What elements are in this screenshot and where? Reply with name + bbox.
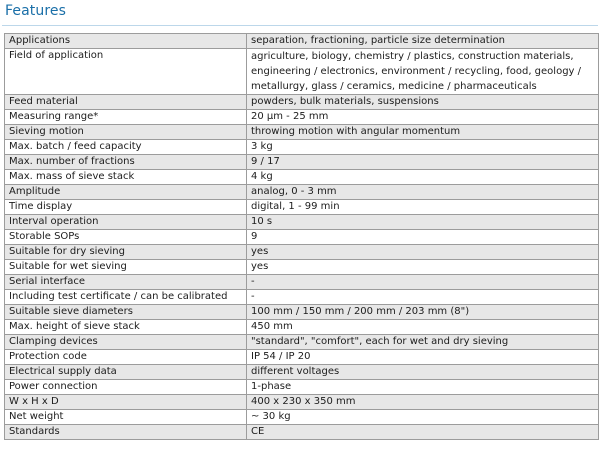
feature-label: Amplitude	[5, 185, 247, 200]
feature-value	[247, 305, 599, 320]
feature-value	[247, 425, 599, 440]
feature-value	[247, 185, 599, 200]
feature-value	[247, 200, 599, 215]
table-row	[5, 185, 599, 200]
feature-value	[247, 125, 599, 140]
feature-value-line: 100 mm / 150 mm / 200 mm / 203 mm (8")	[251, 306, 470, 317]
feature-value-line: 20 µm - 25 mm	[251, 111, 329, 122]
feature-value	[247, 49, 599, 95]
feature-label: Protection code	[5, 350, 247, 365]
table-row	[5, 425, 599, 440]
feature-value	[247, 275, 599, 290]
features-table-body	[5, 34, 599, 440]
feature-value-line: yes	[251, 246, 269, 257]
table-row	[5, 365, 599, 380]
feature-value-line: 400 x 230 x 350 mm	[251, 396, 356, 407]
table-row	[5, 230, 599, 245]
feature-value-line: analog, 0 - 3 mm	[251, 186, 337, 197]
feature-value-line: engineering / electronics, environment / recycling, food, geology /	[251, 66, 582, 77]
feature-label: Measuring range*	[5, 110, 247, 125]
feature-value	[247, 110, 599, 125]
table-row	[5, 200, 599, 215]
feature-value	[247, 395, 599, 410]
table-row	[5, 380, 599, 395]
table-row	[5, 395, 599, 410]
feature-label: Suitable for wet sieving	[5, 260, 247, 275]
feature-label: Serial interface	[5, 275, 247, 290]
features-table	[4, 33, 599, 440]
feature-label: Interval operation	[5, 215, 247, 230]
feature-label: Suitable for dry sieving	[5, 245, 247, 260]
table-row	[5, 350, 599, 365]
feature-label: Electrical supply data	[5, 365, 247, 380]
feature-value	[247, 380, 599, 395]
feature-value	[247, 365, 599, 380]
feature-label: Net weight	[5, 410, 247, 425]
feature-value	[247, 155, 599, 170]
table-row	[5, 335, 599, 350]
feature-label: Clamping devices	[5, 335, 247, 350]
feature-value-line: 4 kg	[251, 171, 273, 182]
feature-value-line: throwing motion with angular momentum	[251, 126, 461, 137]
table-row	[5, 305, 599, 320]
table-row	[5, 245, 599, 260]
feature-label: Max. mass of sieve stack	[5, 170, 247, 185]
table-row	[5, 260, 599, 275]
feature-value-line: digital, 1 - 99 min	[251, 201, 340, 212]
table-row	[5, 170, 599, 185]
feature-value-line: powders, bulk materials, suspensions	[251, 96, 439, 107]
table-row	[5, 34, 599, 49]
feature-value-line: -	[251, 276, 255, 287]
feature-label: Suitable sieve diameters	[5, 305, 247, 320]
feature-value-line: "standard", "comfort", each for wet and dry sieving	[251, 336, 509, 347]
feature-value-line: -	[251, 291, 255, 302]
feature-value-line: separation, fractioning, particle size determination	[251, 35, 505, 46]
table-row	[5, 290, 599, 305]
feature-label: Max. height of sieve stack	[5, 320, 247, 335]
feature-value	[247, 140, 599, 155]
feature-value	[247, 320, 599, 335]
feature-label: Power connection	[5, 380, 247, 395]
feature-value	[247, 260, 599, 275]
feature-label: Storable SOPs	[5, 230, 247, 245]
title-underline	[2, 25, 598, 26]
feature-value	[247, 410, 599, 425]
table-row	[5, 410, 599, 425]
table-row	[5, 275, 599, 290]
feature-value-line: 1-phase	[251, 381, 292, 392]
section-title: Features	[5, 3, 66, 19]
feature-label: Max. number of fractions	[5, 155, 247, 170]
feature-value	[247, 350, 599, 365]
feature-value-line: 9 / 17	[251, 156, 280, 167]
feature-value-line: different voltages	[251, 366, 340, 377]
table-row	[5, 125, 599, 140]
table-row	[5, 95, 599, 110]
feature-label: Field of application	[5, 49, 247, 95]
feature-label: Sieving motion	[5, 125, 247, 140]
table-row	[5, 215, 599, 230]
table-row	[5, 320, 599, 335]
feature-value	[247, 170, 599, 185]
feature-value-line: agriculture, biology, chemistry / plastics, construction materials,	[251, 51, 574, 62]
feature-value	[247, 290, 599, 305]
feature-value	[247, 230, 599, 245]
feature-value-line: 10 s	[251, 216, 273, 227]
feature-value-line: 9	[251, 231, 258, 242]
feature-value	[247, 215, 599, 230]
feature-label: Time display	[5, 200, 247, 215]
feature-value-line: 3 kg	[251, 141, 273, 152]
feature-value	[247, 335, 599, 350]
feature-value-line: 450 mm	[251, 321, 293, 332]
feature-value-line: IP 54 / IP 20	[251, 351, 311, 362]
feature-value-line: metallurgy, glass / ceramics, medicine / pharmaceuticals	[251, 81, 537, 92]
feature-label: Standards	[5, 425, 247, 440]
table-row	[5, 155, 599, 170]
feature-value-line: CE	[251, 426, 265, 437]
feature-label: Including test certificate / can be calibrated	[5, 290, 247, 305]
table-row	[5, 49, 599, 95]
feature-value	[247, 95, 599, 110]
feature-value	[247, 34, 599, 49]
feature-label: Feed material	[5, 95, 247, 110]
feature-label: W x H x D	[5, 395, 247, 410]
feature-label: Max. batch / feed capacity	[5, 140, 247, 155]
table-row	[5, 110, 599, 125]
table-row	[5, 140, 599, 155]
feature-value	[247, 245, 599, 260]
feature-value-line: yes	[251, 261, 269, 272]
feature-label: Applications	[5, 34, 247, 49]
feature-value-line: ~ 30 kg	[251, 411, 291, 422]
